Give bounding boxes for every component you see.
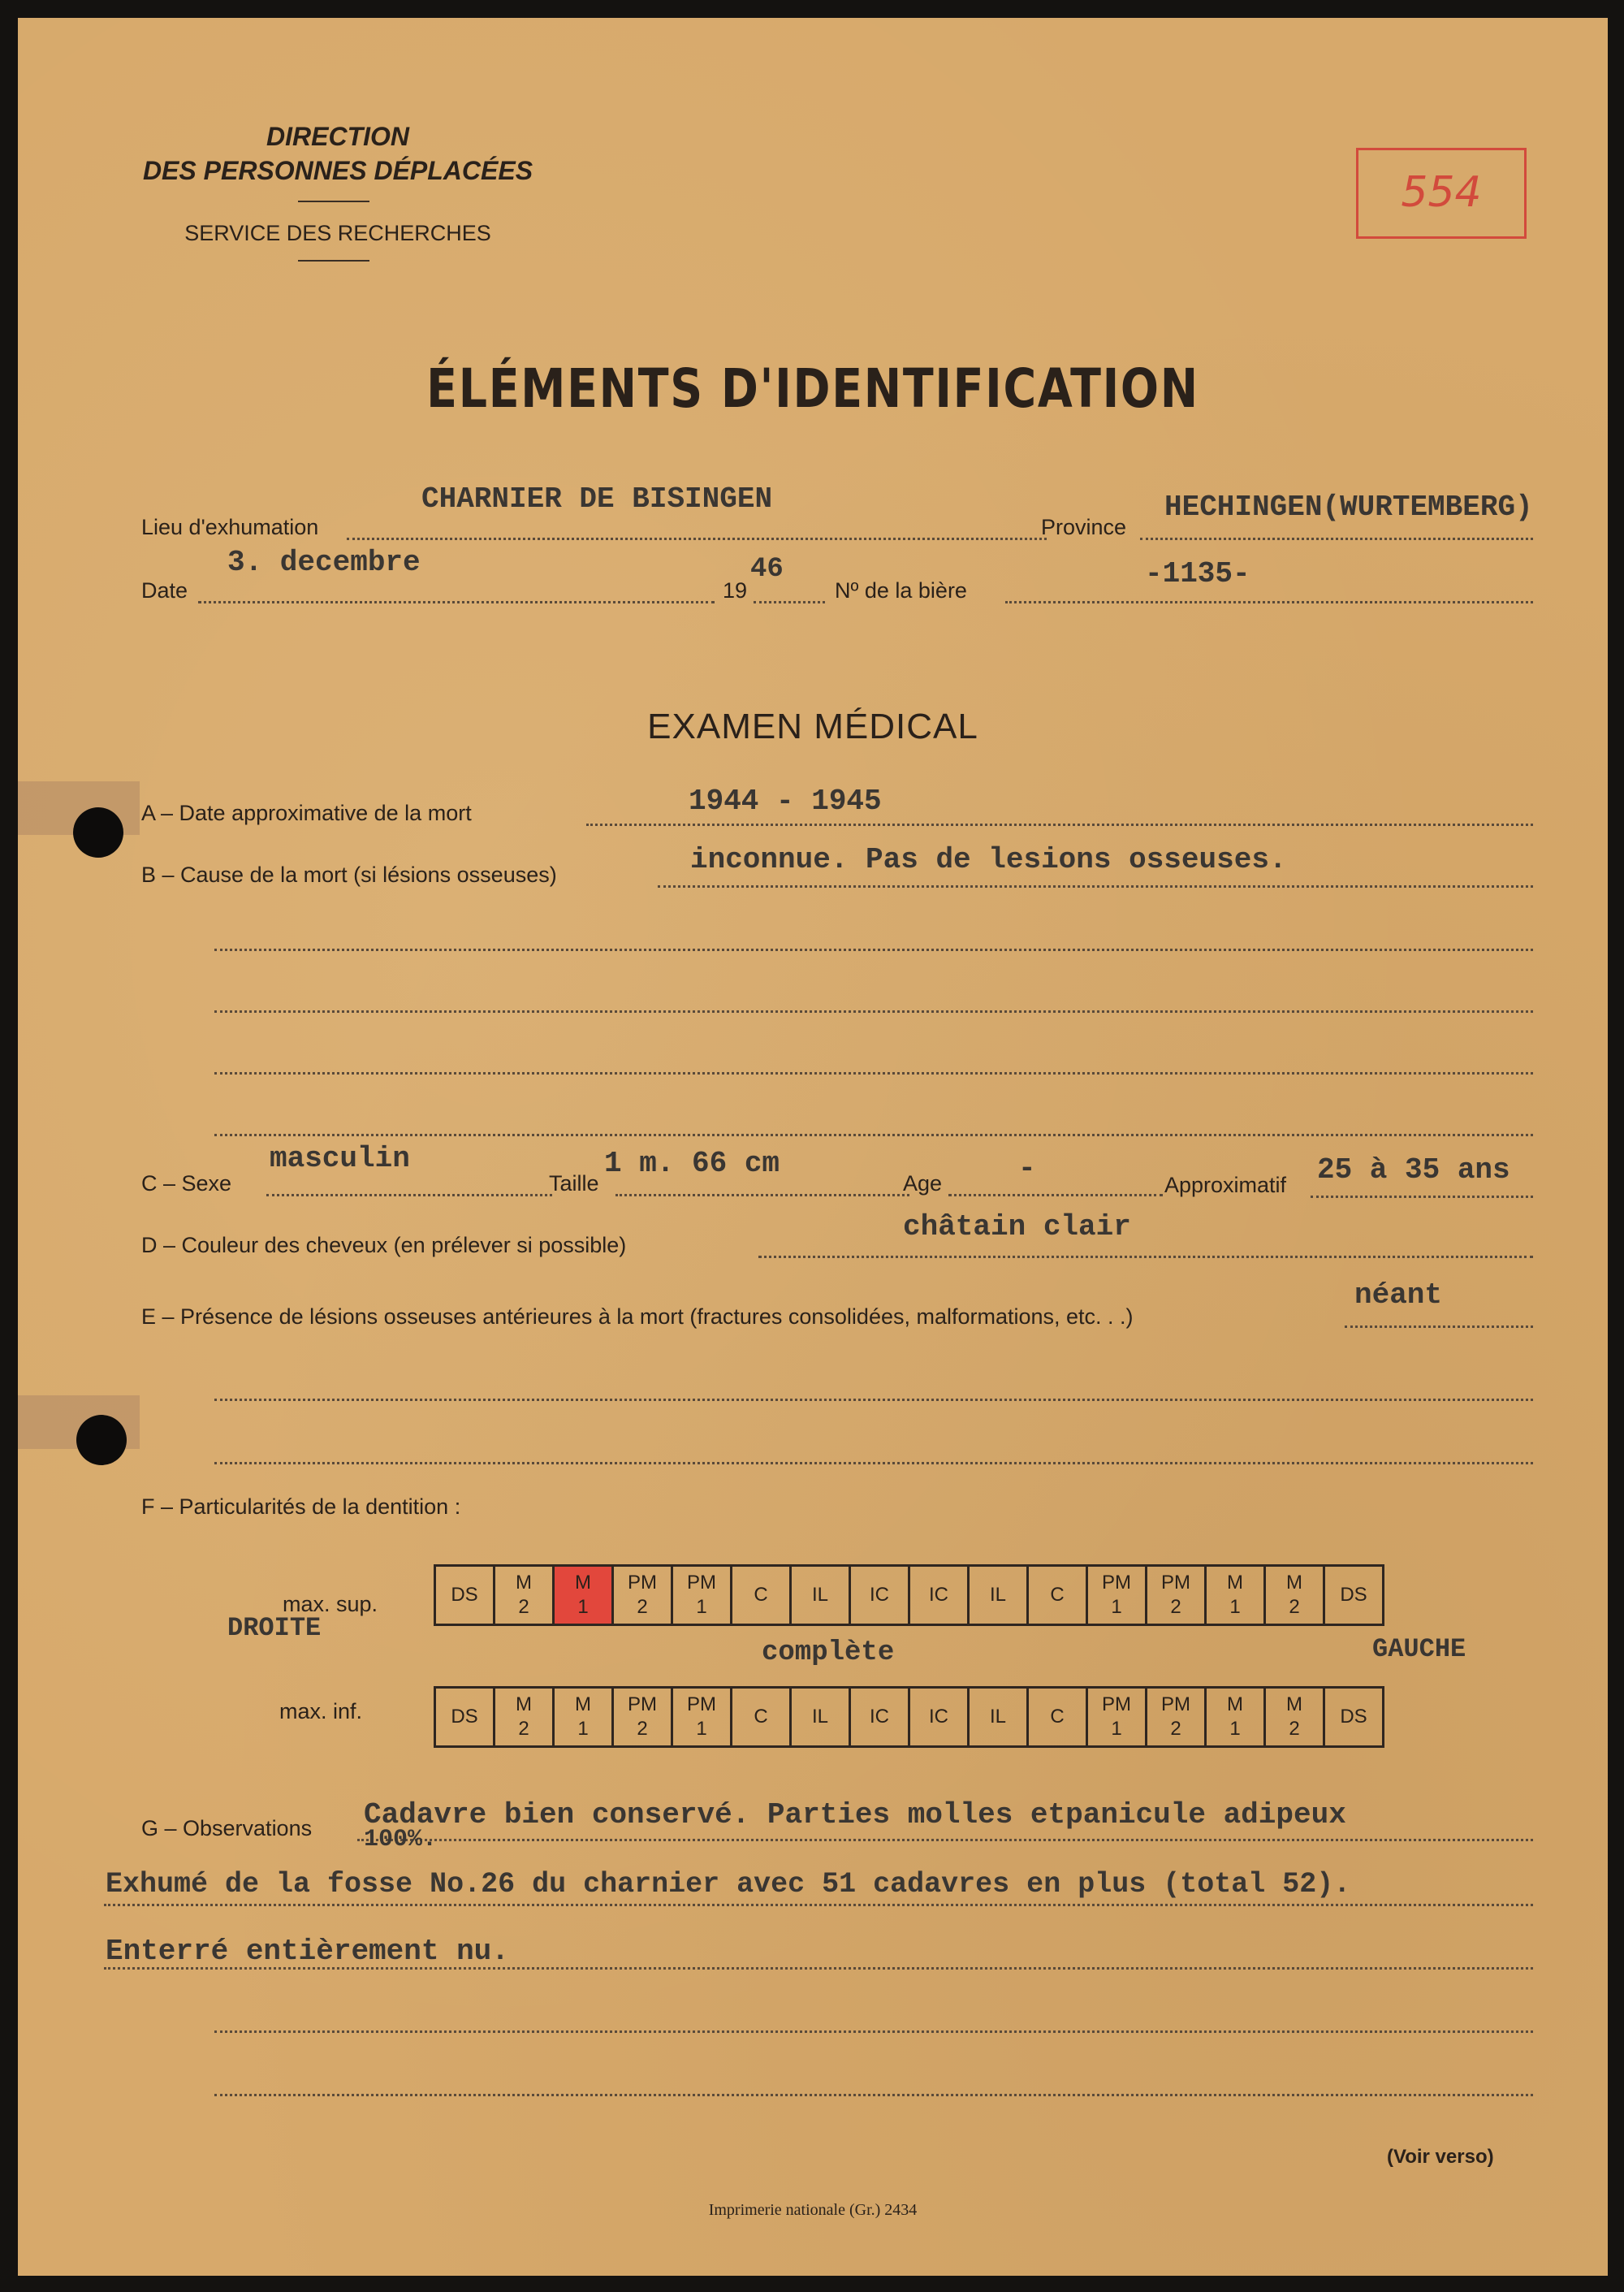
tooth-label: M (575, 1693, 591, 1715)
c-age-value: - (1018, 1152, 1036, 1185)
e-dotted-line (1345, 1325, 1533, 1328)
tooth-index: 2 (637, 1718, 648, 1740)
tooth-label: M (516, 1572, 532, 1594)
punch-hole-bottom (76, 1415, 127, 1465)
tooth-label: DS (1340, 1584, 1367, 1606)
g-dotted-line-1 (357, 1839, 1533, 1841)
date-label: Date (141, 578, 188, 603)
tooth-label: PM (628, 1693, 657, 1715)
e-label: E – Présence de lésions osseuses antérieures à la mort (fractures consolidées, malformations, etc. . .) (141, 1304, 1134, 1329)
header-rule-1 (298, 201, 369, 202)
a-value: 1944 - 1945 (689, 785, 882, 818)
exam-title: EXAMEN MÉDICAL (647, 707, 978, 746)
tooth-label: M (1227, 1693, 1243, 1715)
max-inf-label: max. inf. (279, 1699, 363, 1723)
province-dotted-line (1140, 538, 1533, 540)
tooth-label: IL (811, 1706, 828, 1728)
tooth-label: PM (1161, 1572, 1190, 1594)
b-value: inconnue. Pas de lesions osseuses. (690, 843, 1287, 876)
upper-tooth-cell (1265, 1566, 1324, 1625)
tooth-label: PM (1102, 1693, 1131, 1715)
upper-tooth-cell (672, 1566, 732, 1625)
tooth-label: C (1050, 1706, 1065, 1728)
imprimerie-note: Imprimerie nationale (Gr.) 2434 (708, 2201, 918, 2219)
date-value: 3. decembre (227, 546, 421, 579)
upper-teeth-chart (434, 1564, 1384, 1626)
lower-tooth-cell (1265, 1688, 1324, 1747)
upper-tooth-cell (495, 1566, 554, 1625)
g-line3: Enterré entièrement nu. (106, 1935, 509, 1968)
year-prefix: 19 (723, 578, 748, 603)
upper-tooth-cell (791, 1566, 850, 1625)
tooth-label: IC (870, 1584, 889, 1606)
tooth-label: IC (929, 1584, 948, 1606)
header-direction: DIRECTION (266, 122, 409, 151)
lower-tooth-cell (1028, 1688, 1087, 1747)
tooth-label: IC (870, 1706, 889, 1728)
tooth-index: 2 (518, 1718, 529, 1740)
droite-value: DROITE (227, 1613, 322, 1643)
lower-tooth-cell (732, 1688, 791, 1747)
tooth-label: IC (929, 1706, 948, 1728)
tooth-index: 1 (577, 1718, 589, 1740)
lieu-dotted-line (347, 538, 1047, 540)
lower-tooth-cell (969, 1688, 1028, 1747)
reference-number-stamp: 554 (1356, 148, 1527, 239)
upper-tooth-cell (850, 1566, 909, 1625)
header-rule-2 (298, 260, 369, 262)
header-service: SERVICE DES RECHERCHES (184, 221, 491, 245)
year-dotted-line (754, 601, 825, 603)
tooth-label: M (575, 1572, 591, 1594)
g-dotted-line-2 (104, 1904, 1533, 1906)
tooth-label: M (1286, 1572, 1302, 1594)
gauche-value: GAUCHE (1372, 1634, 1466, 1664)
province-value: HECHINGEN(WURTEMBERG) (1164, 491, 1533, 524)
b-extra-line-1 (214, 949, 1533, 951)
lower-tooth-cell (1324, 1688, 1384, 1747)
upper-tooth-cell (613, 1566, 672, 1625)
tooth-label: IL (811, 1584, 828, 1606)
d-value: châtain clair (903, 1210, 1131, 1243)
lower-tooth-cell (1147, 1688, 1206, 1747)
tooth-index: 2 (1289, 1596, 1300, 1618)
d-dotted-line (758, 1256, 1533, 1258)
b-label: B – Cause de la mort (si lésions osseuses) (141, 863, 557, 887)
tooth-label: PM (687, 1572, 716, 1594)
lower-tooth-cell (850, 1688, 909, 1747)
year-value: 46 (750, 554, 784, 585)
d-label: D – Couleur des cheveux (en prélever si possible) (141, 1233, 627, 1257)
tooth-label: C (754, 1584, 768, 1606)
c-age-label: Age (903, 1171, 943, 1196)
lower-tooth-cell (613, 1688, 672, 1747)
voir-verso: (Voir verso) (1387, 2146, 1494, 2168)
upper-tooth-cell (1206, 1566, 1265, 1625)
b-extra-line-4 (214, 1134, 1533, 1136)
tooth-label: M (516, 1693, 532, 1715)
tooth-label: M (1286, 1693, 1302, 1715)
c-taille-value: 1 m. 66 cm (604, 1147, 780, 1180)
tooth-index: 1 (1229, 1596, 1241, 1618)
tooth-label: C (754, 1706, 768, 1728)
upper-tooth-cell (1147, 1566, 1206, 1625)
tooth-label: IL (989, 1584, 1006, 1606)
upper-tooth-cell (909, 1566, 969, 1625)
c-age-dotted-line (948, 1194, 1163, 1196)
lower-tooth-cell (672, 1688, 732, 1747)
tooth-label: PM (1102, 1572, 1131, 1594)
tooth-label: DS (451, 1706, 478, 1728)
tooth-index: 2 (518, 1596, 529, 1618)
tooth-index: 2 (637, 1596, 648, 1618)
upper-tooth-cell (969, 1566, 1028, 1625)
form-title: ÉLÉMENTS D'IDENTIFICATION (426, 357, 1199, 420)
tooth-index: 2 (1289, 1718, 1300, 1740)
province-label: Province (1041, 515, 1127, 539)
tooth-index: 1 (1229, 1718, 1241, 1740)
tooth-index: 1 (696, 1718, 707, 1740)
tooth-label: DS (451, 1584, 478, 1606)
lower-tooth-cell (435, 1688, 495, 1747)
a-dotted-line (586, 824, 1533, 826)
punch-hole-top (73, 807, 123, 858)
date-dotted-line (198, 601, 715, 603)
lieu-label: Lieu d'exhumation (141, 515, 319, 539)
c-sexe-label: C – Sexe (141, 1171, 232, 1196)
lower-tooth-cell (909, 1688, 969, 1747)
lower-tooth-cell (1087, 1688, 1147, 1747)
tooth-label: IL (989, 1706, 1006, 1728)
lower-tooth-cell (554, 1688, 613, 1747)
max-sup-label: max. sup. (283, 1592, 378, 1616)
lower-tooth-cell (791, 1688, 850, 1747)
upper-tooth-cell (554, 1566, 613, 1625)
g-dotted-line-4 (214, 2030, 1533, 2033)
tooth-index: 1 (1111, 1596, 1122, 1618)
c-approx-value: 25 à 35 ans (1317, 1153, 1510, 1187)
g-line1b: 100%. (364, 1826, 438, 1853)
lower-tooth-cell (495, 1688, 554, 1747)
complete-value: complète (762, 1637, 895, 1668)
c-sexe-value: masculin (270, 1142, 410, 1175)
tooth-label: PM (1161, 1693, 1190, 1715)
b-dotted-line (658, 885, 1533, 888)
tooth-index: 1 (1111, 1718, 1122, 1740)
e-extra-line-1 (214, 1399, 1533, 1401)
g-line1: Cadavre bien conservé. Parties molles etpanicule adipeux (364, 1798, 1346, 1831)
g-label: G – Observations (141, 1816, 313, 1840)
biere-dotted-line (1005, 601, 1533, 603)
tooth-label: DS (1340, 1706, 1367, 1728)
header-department: DES PERSONNES DÉPLACÉES (142, 156, 533, 185)
g-dotted-line-5 (214, 2094, 1533, 2096)
tooth-index: 1 (577, 1596, 589, 1618)
upper-tooth-cell (1087, 1566, 1147, 1625)
biere-value: -1135- (1145, 557, 1250, 590)
tooth-index: 1 (696, 1596, 707, 1618)
b-extra-line-3 (214, 1072, 1533, 1075)
upper-tooth-cell (1028, 1566, 1087, 1625)
c-approx-dotted-line (1311, 1196, 1533, 1198)
c-sexe-dotted-line (266, 1194, 552, 1196)
lieu-value: CHARNIER DE BISINGEN (421, 482, 773, 516)
tooth-label: C (1050, 1584, 1065, 1606)
e-value: néant (1354, 1278, 1443, 1312)
tooth-label: M (1227, 1572, 1243, 1594)
b-extra-line-2 (214, 1010, 1533, 1013)
upper-tooth-cell (435, 1566, 495, 1625)
c-taille-label: Taille (549, 1171, 599, 1196)
c-approx-label: Approximatif (1164, 1173, 1287, 1197)
tooth-label: PM (687, 1693, 716, 1715)
identification-form (18, 18, 1608, 2276)
g-line2: Exhumé de la fosse No.26 du charnier avec 51 cadavres en plus (total 52). (106, 1868, 1351, 1901)
f-label: F – Particularités de la dentition : (141, 1494, 461, 1519)
upper-tooth-cell (732, 1566, 791, 1625)
tooth-label: PM (628, 1572, 657, 1594)
c-taille-dotted-line (615, 1194, 909, 1196)
lower-tooth-cell (1206, 1688, 1265, 1747)
tooth-index: 2 (1170, 1718, 1181, 1740)
upper-tooth-cell (1324, 1566, 1384, 1625)
a-label: A – Date approximative de la mort (141, 801, 472, 825)
lower-teeth-chart (434, 1686, 1384, 1748)
biere-label: Nº de la bière (835, 578, 967, 603)
tooth-index: 2 (1170, 1596, 1181, 1618)
e-extra-line-2 (214, 1462, 1533, 1464)
